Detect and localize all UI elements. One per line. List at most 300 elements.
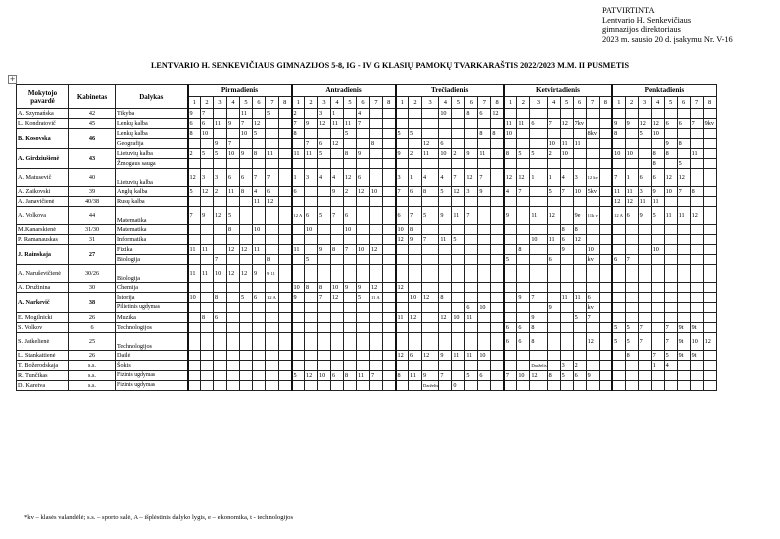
lesson-cell bbox=[517, 225, 530, 235]
lesson-cell bbox=[504, 139, 517, 149]
period-number: 6 bbox=[253, 97, 266, 109]
lesson-cell bbox=[331, 149, 344, 159]
period-number: 1 bbox=[396, 97, 409, 109]
lesson-cell bbox=[690, 303, 703, 313]
lesson-cell bbox=[383, 139, 396, 149]
lesson-cell bbox=[422, 119, 439, 129]
lesson-cell bbox=[292, 381, 305, 391]
lesson-cell bbox=[703, 283, 716, 293]
lesson-cell bbox=[703, 255, 716, 265]
lesson-cell bbox=[452, 225, 465, 235]
lesson-cell bbox=[586, 283, 599, 293]
lesson-cell: 8 bbox=[530, 333, 547, 351]
lesson-cell bbox=[409, 381, 422, 391]
lesson-cell: 10 bbox=[478, 303, 491, 313]
lesson-cell bbox=[625, 303, 638, 313]
lesson-cell: 2 bbox=[214, 187, 227, 197]
lesson-cell bbox=[664, 293, 677, 303]
lesson-cell: 12 bbox=[422, 139, 439, 149]
lesson-cell: 10 bbox=[586, 245, 599, 255]
lesson-cell: 5 bbox=[201, 149, 214, 159]
lesson-cell: 6 bbox=[530, 119, 547, 129]
lesson-cell bbox=[227, 109, 240, 119]
lesson-cell bbox=[439, 119, 452, 129]
lesson-cell bbox=[227, 283, 240, 293]
table-row bbox=[17, 187, 717, 197]
lesson-cell bbox=[370, 207, 383, 225]
lesson-cell bbox=[227, 313, 240, 323]
lesson-cell bbox=[279, 323, 292, 333]
lesson-cell: 11 bbox=[292, 245, 305, 255]
lesson-cell bbox=[240, 159, 253, 169]
lesson-cell: 7 bbox=[530, 293, 547, 303]
lesson-cell bbox=[703, 265, 716, 283]
table-row bbox=[17, 169, 717, 187]
lesson-cell bbox=[599, 293, 612, 303]
lesson-cell: 10 bbox=[664, 187, 677, 197]
period-number: 2 bbox=[201, 97, 214, 109]
lesson-cell: 12 bbox=[452, 187, 465, 197]
lesson-cell: 5 bbox=[573, 313, 586, 323]
lesson-cell: 12 bbox=[638, 119, 651, 129]
lesson-cell bbox=[201, 139, 214, 149]
lesson-cell: 12 bbox=[240, 245, 253, 255]
lesson-cell bbox=[517, 197, 530, 207]
lesson-cell bbox=[266, 129, 279, 139]
lesson-cell: 11 bbox=[396, 313, 409, 323]
lesson-cell: 9 bbox=[530, 313, 547, 323]
teacher-name: S. Jatkelienė bbox=[17, 333, 69, 351]
lesson-cell bbox=[638, 351, 651, 361]
lesson-cell bbox=[599, 255, 612, 265]
lesson-cell bbox=[214, 323, 227, 333]
lesson-cell: 5 bbox=[612, 333, 625, 351]
teacher-name: A. Szymańska bbox=[17, 109, 69, 119]
lesson-cell: 12 bbox=[547, 207, 560, 225]
lesson-cell: 6 bbox=[357, 169, 370, 187]
lesson-cell bbox=[331, 333, 344, 351]
lesson-cell: 7 bbox=[201, 109, 214, 119]
lesson-cell bbox=[396, 109, 409, 119]
lesson-cell bbox=[573, 323, 586, 333]
lesson-cell bbox=[383, 265, 396, 283]
subject-name: Lenkų kalba bbox=[116, 119, 188, 129]
expand-table-icon[interactable]: + bbox=[9, 75, 16, 83]
lesson-cell: 8 bbox=[370, 139, 383, 149]
lesson-cell bbox=[452, 303, 465, 313]
period-number: 1 bbox=[612, 97, 625, 109]
lesson-cell bbox=[305, 159, 318, 169]
lesson-cell: 10 bbox=[612, 149, 625, 159]
lesson-cell bbox=[318, 303, 331, 313]
lesson-cell bbox=[573, 149, 586, 159]
subject-name: Muzika bbox=[116, 313, 188, 323]
table-row bbox=[17, 361, 717, 371]
lesson-cell bbox=[279, 303, 292, 313]
lesson-cell bbox=[370, 159, 383, 169]
lesson-cell bbox=[357, 333, 370, 351]
day-header: Trečiadienis bbox=[396, 85, 504, 97]
lesson-cell bbox=[547, 313, 560, 323]
lesson-cell bbox=[547, 159, 560, 169]
subject-name: Technologijos bbox=[116, 323, 188, 333]
lesson-cell bbox=[560, 207, 573, 225]
lesson-cell: 11 A bbox=[370, 293, 383, 303]
period-number: 3 bbox=[318, 97, 331, 109]
lesson-cell bbox=[396, 245, 409, 255]
lesson-cell: Darželis bbox=[530, 361, 547, 371]
lesson-cell: 8 bbox=[396, 371, 409, 381]
lesson-cell: 9 bbox=[357, 149, 370, 159]
lesson-cell bbox=[491, 159, 504, 169]
lesson-cell bbox=[612, 283, 625, 293]
lesson-cell bbox=[266, 283, 279, 293]
lesson-cell bbox=[266, 207, 279, 225]
lesson-cell: 10 bbox=[439, 149, 452, 159]
lesson-cell: 12 bbox=[690, 207, 703, 225]
lesson-cell bbox=[344, 255, 357, 265]
subject-header: Dalykas bbox=[116, 85, 188, 109]
lesson-cell bbox=[357, 129, 370, 139]
lesson-cell bbox=[396, 361, 409, 371]
lesson-cell bbox=[344, 351, 357, 361]
lesson-cell bbox=[599, 323, 612, 333]
table-row bbox=[17, 109, 717, 119]
lesson-cell bbox=[547, 381, 560, 391]
lesson-cell: 10 bbox=[240, 129, 253, 139]
lesson-cell bbox=[305, 187, 318, 197]
lesson-cell: 8 bbox=[266, 255, 279, 265]
lesson-cell: 9t bbox=[690, 351, 703, 361]
lesson-cell bbox=[292, 225, 305, 235]
lesson-cell bbox=[344, 303, 357, 313]
lesson-cell: 11 bbox=[227, 187, 240, 197]
lesson-cell bbox=[478, 255, 491, 265]
lesson-cell bbox=[452, 265, 465, 283]
lesson-cell bbox=[331, 129, 344, 139]
lesson-cell bbox=[651, 109, 664, 119]
lesson-cell: 7 bbox=[560, 187, 573, 197]
lesson-cell bbox=[318, 361, 331, 371]
lesson-cell bbox=[651, 313, 664, 323]
subject-name: Dailė bbox=[116, 351, 188, 361]
lesson-cell: 11 bbox=[240, 109, 253, 119]
lesson-cell bbox=[344, 109, 357, 119]
approval-line: 2023 m. sausio 20 d. įsakymu Nr. V-16 bbox=[602, 34, 733, 44]
lesson-cell bbox=[478, 139, 491, 149]
lesson-cell bbox=[188, 381, 201, 391]
lesson-cell bbox=[422, 245, 439, 255]
lesson-cell: 11 bbox=[253, 245, 266, 255]
lesson-cell bbox=[188, 371, 201, 381]
lesson-cell bbox=[651, 323, 664, 333]
lesson-cell bbox=[331, 361, 344, 371]
lesson-cell: 6 bbox=[292, 187, 305, 197]
lesson-cell bbox=[227, 129, 240, 139]
lesson-cell bbox=[478, 159, 491, 169]
lesson-cell bbox=[266, 225, 279, 235]
lesson-cell bbox=[370, 235, 383, 245]
lesson-cell: 6 bbox=[517, 323, 530, 333]
lesson-cell bbox=[370, 323, 383, 333]
lesson-cell: 5 bbox=[547, 187, 560, 197]
lesson-cell: 5 bbox=[465, 371, 478, 381]
lesson-cell: 5 bbox=[305, 255, 318, 265]
lesson-cell bbox=[703, 361, 716, 371]
lesson-cell: 9kv bbox=[703, 119, 716, 129]
lesson-cell bbox=[396, 119, 409, 129]
lesson-cell bbox=[677, 361, 690, 371]
lesson-cell: 7 bbox=[677, 187, 690, 197]
teacher-name: E. Mogilnicki bbox=[17, 313, 69, 323]
lesson-cell bbox=[478, 207, 491, 225]
lesson-cell: 10 bbox=[305, 225, 318, 235]
lesson-cell bbox=[491, 265, 504, 283]
lesson-cell bbox=[305, 197, 318, 207]
lesson-cell bbox=[703, 235, 716, 245]
table-row bbox=[17, 119, 717, 129]
period-number: 4 bbox=[331, 97, 344, 109]
lesson-cell bbox=[370, 109, 383, 119]
lesson-cell: kv bbox=[586, 255, 599, 265]
lesson-cell bbox=[266, 313, 279, 323]
lesson-cell bbox=[638, 245, 651, 255]
lesson-cell bbox=[465, 255, 478, 265]
lesson-cell bbox=[465, 235, 478, 245]
lesson-cell bbox=[318, 333, 331, 351]
lesson-cell bbox=[201, 303, 214, 313]
lesson-cell: 9 bbox=[292, 293, 305, 303]
lesson-cell: 12 bbox=[439, 313, 452, 323]
lesson-cell bbox=[599, 313, 612, 323]
lesson-cell bbox=[214, 129, 227, 139]
lesson-cell: 12 bbox=[240, 265, 253, 283]
lesson-cell: 9 bbox=[547, 303, 560, 313]
cabinet-number: s.s. bbox=[69, 361, 116, 371]
period-number: 8 bbox=[599, 97, 612, 109]
timetable-body bbox=[17, 109, 717, 391]
lesson-cell bbox=[201, 197, 214, 207]
lesson-cell bbox=[383, 119, 396, 129]
lesson-cell: 5 bbox=[422, 207, 439, 225]
lesson-cell bbox=[491, 381, 504, 391]
lesson-cell bbox=[586, 225, 599, 235]
lesson-cell bbox=[478, 293, 491, 303]
lesson-cell bbox=[318, 235, 331, 245]
lesson-cell bbox=[318, 187, 331, 197]
lesson-cell bbox=[677, 109, 690, 119]
lesson-cell: 9 bbox=[517, 293, 530, 303]
period-number: 7 bbox=[478, 97, 491, 109]
lesson-cell: 6 bbox=[253, 293, 266, 303]
lesson-cell bbox=[690, 293, 703, 303]
lesson-cell bbox=[370, 169, 383, 187]
lesson-cell: 8 bbox=[318, 283, 331, 293]
lesson-cell: 10 bbox=[344, 225, 357, 235]
lesson-cell bbox=[344, 333, 357, 351]
lesson-cell bbox=[227, 159, 240, 169]
lesson-cell bbox=[690, 225, 703, 235]
lesson-cell: 8 bbox=[491, 129, 504, 139]
lesson-cell: 3 bbox=[214, 169, 227, 187]
lesson-cell: 12 bbox=[677, 169, 690, 187]
lesson-cell bbox=[703, 225, 716, 235]
lesson-cell bbox=[279, 313, 292, 323]
table-row bbox=[17, 265, 717, 283]
lesson-cell: 5 bbox=[625, 323, 638, 333]
lesson-cell bbox=[530, 187, 547, 197]
lesson-cell bbox=[331, 265, 344, 283]
lesson-cell bbox=[703, 129, 716, 139]
lesson-cell bbox=[586, 235, 599, 245]
lesson-cell bbox=[305, 333, 318, 351]
lesson-cell bbox=[651, 283, 664, 293]
period-number: 6 bbox=[573, 97, 586, 109]
lesson-cell bbox=[305, 129, 318, 139]
subject-name: Matematika bbox=[116, 225, 188, 235]
table-row bbox=[17, 313, 717, 323]
lesson-cell: 9 bbox=[422, 371, 439, 381]
lesson-cell bbox=[383, 333, 396, 351]
lesson-cell bbox=[677, 313, 690, 323]
lesson-cell bbox=[253, 381, 266, 391]
lesson-cell bbox=[188, 197, 201, 207]
lesson-cell bbox=[547, 265, 560, 283]
lesson-cell: 9 bbox=[612, 119, 625, 129]
lesson-cell bbox=[573, 159, 586, 169]
lesson-cell bbox=[227, 323, 240, 333]
lesson-cell: 11 bbox=[465, 313, 478, 323]
lesson-cell: 5 bbox=[318, 207, 331, 225]
lesson-cell: 10 bbox=[409, 293, 422, 303]
lesson-cell bbox=[547, 283, 560, 293]
lesson-cell bbox=[266, 245, 279, 255]
teacher-name: A. Janavičienė bbox=[17, 197, 69, 207]
lesson-cell: 8 bbox=[465, 109, 478, 119]
lesson-cell bbox=[292, 361, 305, 371]
lesson-cell bbox=[599, 351, 612, 361]
teacher-name: J. Rainskaja bbox=[17, 245, 69, 265]
lesson-cell: 7 bbox=[253, 169, 266, 187]
lesson-cell bbox=[344, 265, 357, 283]
lesson-cell: 9 11 bbox=[266, 265, 279, 283]
lesson-cell: 6 bbox=[638, 169, 651, 187]
lesson-cell bbox=[383, 225, 396, 235]
lesson-cell bbox=[491, 333, 504, 351]
lesson-cell: 12 bbox=[586, 333, 599, 351]
table-row bbox=[17, 197, 717, 207]
lesson-cell bbox=[599, 371, 612, 381]
lesson-cell: 10 bbox=[318, 371, 331, 381]
lesson-cell: 5 bbox=[664, 351, 677, 361]
lesson-cell: 2 bbox=[547, 149, 560, 159]
lesson-cell bbox=[612, 361, 625, 371]
lesson-cell: 8 bbox=[422, 187, 439, 197]
subject-name: Žmogaus sauga bbox=[116, 159, 188, 169]
lesson-cell bbox=[383, 381, 396, 391]
day-header: Pirmadienis bbox=[188, 85, 292, 97]
cabinet-header: Kabinetas bbox=[69, 85, 116, 109]
lesson-cell: 11 bbox=[690, 149, 703, 159]
lesson-cell bbox=[279, 149, 292, 159]
approval-line: PATVIRTINTA bbox=[602, 6, 655, 15]
lesson-cell bbox=[625, 235, 638, 245]
lesson-cell bbox=[625, 283, 638, 293]
teacher-name: P. Ramanauskas bbox=[17, 235, 69, 245]
lesson-cell bbox=[383, 235, 396, 245]
lesson-cell: 6 bbox=[478, 371, 491, 381]
subject-name: Informatika bbox=[116, 235, 188, 245]
lesson-cell bbox=[452, 293, 465, 303]
lesson-cell bbox=[396, 265, 409, 283]
cabinet-number: 26 bbox=[69, 351, 116, 361]
lesson-cell bbox=[690, 109, 703, 119]
lesson-cell: 6 bbox=[504, 323, 517, 333]
lesson-cell: 2 bbox=[292, 109, 305, 119]
lesson-cell bbox=[383, 313, 396, 323]
lesson-cell: 5 bbox=[504, 255, 517, 265]
lesson-cell bbox=[318, 255, 331, 265]
lesson-cell bbox=[573, 265, 586, 283]
lesson-cell: 9 bbox=[409, 235, 422, 245]
cabinet-number: 38 bbox=[69, 293, 116, 313]
lesson-cell bbox=[517, 361, 530, 371]
subject-name: Fizinis ugdymas bbox=[116, 371, 188, 381]
lesson-cell bbox=[383, 323, 396, 333]
lesson-cell bbox=[560, 333, 573, 351]
lesson-cell: 7 bbox=[504, 371, 517, 381]
lesson-cell: 7 bbox=[318, 293, 331, 303]
lesson-cell bbox=[240, 381, 253, 391]
lesson-cell: 7 bbox=[638, 333, 651, 351]
lesson-cell bbox=[599, 283, 612, 293]
lesson-cell bbox=[188, 351, 201, 361]
lesson-cell bbox=[240, 361, 253, 371]
lesson-cell: 5 bbox=[560, 371, 573, 381]
lesson-cell: 12 bbox=[331, 139, 344, 149]
lesson-cell bbox=[677, 283, 690, 293]
lesson-cell: 8 bbox=[201, 313, 214, 323]
lesson-cell: 7 bbox=[331, 207, 344, 225]
lesson-cell: 10 bbox=[331, 283, 344, 293]
lesson-cell: 8 bbox=[612, 129, 625, 139]
lesson-cell bbox=[703, 149, 716, 159]
lesson-cell bbox=[201, 225, 214, 235]
lesson-cell bbox=[266, 235, 279, 245]
lesson-cell: 11 bbox=[452, 207, 465, 225]
lesson-cell bbox=[305, 109, 318, 119]
lesson-cell bbox=[573, 351, 586, 361]
lesson-cell bbox=[586, 119, 599, 129]
period-number: 1 bbox=[504, 97, 517, 109]
lesson-cell bbox=[201, 333, 214, 351]
table-row bbox=[17, 333, 717, 351]
lesson-cell bbox=[240, 333, 253, 351]
lesson-cell bbox=[560, 265, 573, 283]
lesson-cell bbox=[201, 255, 214, 265]
lesson-cell: 4 bbox=[253, 187, 266, 197]
lesson-cell bbox=[305, 381, 318, 391]
teacher-name: A. Družinina bbox=[17, 283, 69, 293]
lesson-cell: 9 bbox=[465, 149, 478, 159]
teacher-name: B. Kosovska bbox=[17, 129, 69, 149]
lesson-cell bbox=[586, 109, 599, 119]
period-number: 4 bbox=[547, 97, 560, 109]
lesson-cell bbox=[305, 361, 318, 371]
lesson-cell bbox=[612, 351, 625, 361]
lesson-cell bbox=[383, 197, 396, 207]
lesson-cell bbox=[573, 333, 586, 351]
